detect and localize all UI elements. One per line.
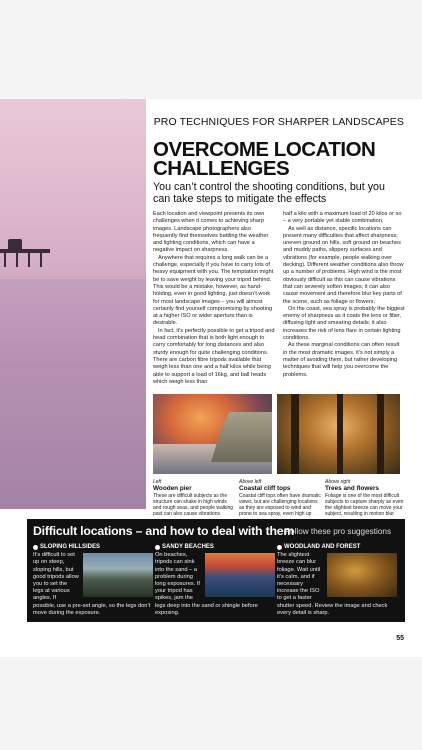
tip-sandy-beaches — [155, 544, 275, 617]
paragraph: As well as distance, specific locations can present many difficulties that affect sharpness; uneven ground on hills, soft ground on beaches and muddy paths, slippery surfaces and vibrations (for example, people walking over decking). Different weather conditions also throw up a number of problems. High wind is the most obviously difficult as this can cause vibrations that can severely soften images; it can also cause movement and therefore blur key parts of the scene, such as foliage or flowers. — [283, 225, 404, 305]
caption-title: Wooden pier — [153, 485, 192, 492]
box-title: Difficult locations – and how to deal with them — [33, 524, 295, 538]
tips-box — [27, 519, 405, 622]
caption-text: These are difficult subjects as the structure can shake in high winds and rough seas, and people walking past can also cause vibrations — [153, 492, 234, 517]
paragraph: As these marginal conditions can often result in the most dramatic images, it’s not simply a matter of avoiding them, but rather developing techniques that will help you overcome the problems. — [283, 342, 400, 378]
tree-trunk — [337, 394, 343, 474]
tip-heading: WOODLAND AND FOREST — [284, 544, 361, 550]
tip-heading: SANDY BEACHES — [162, 544, 214, 550]
body-column-1 — [153, 211, 275, 386]
beach-thumbnail — [205, 553, 275, 597]
caption-location: Left — [153, 479, 162, 485]
pier-pile — [40, 253, 42, 267]
pier — [0, 249, 50, 253]
headline: OVERCOME LOCATION CHALLENGES — [153, 138, 376, 180]
caption-wooden-pier — [153, 479, 235, 517]
magazine-page — [0, 99, 422, 657]
section-kicker: PRO TECHNIQUES FOR SHARPER LANDSCAPES — [153, 116, 404, 128]
bullet-icon — [277, 545, 282, 550]
bullet-icon — [33, 545, 38, 550]
standfirst: You can’t control the shooting conditions, but you can take steps to mitigate the effects — [153, 181, 385, 205]
hillside-thumbnail — [83, 553, 153, 597]
body-column-2 — [283, 211, 405, 386]
cliff — [211, 412, 272, 462]
caption-coastal-cliff — [239, 479, 321, 517]
tip-text: It’s difficult to set up on steep, sloping hills, but good tripods allow you to set the legs at various angles. If possible, use a pre-set angle, so the legs don’t move during the exposure. — [33, 552, 151, 616]
box-subtitle: Follow these pro suggestions — [285, 527, 392, 536]
paragraph: In fact, it’s perfectly possible to get a tripod and head combination that is both light enough to carry comfortably for long distances and also sturdy enough for quite challenging conditions. There are carbon fibre tripods available that weigh less than one and a half kilos while being able to support a load of 16kg, and ball heads which weigh less than — [153, 327, 275, 385]
tip-heading: SLOPING HILLSIDES — [40, 544, 101, 550]
bullet-icon — [155, 545, 160, 550]
paragraph: On the coast, sea spray is probably the biggest enemy of sharpness as it coats the lens or filter, diffusing light and smearing details; it also increases the risk of lens flare in certain lighting conditions. — [283, 305, 405, 342]
caption-text: Coastal cliff tops often have dramatic views, but are challenging locations as they are exposed to wind and prone to sea spray, even high up — [239, 492, 321, 517]
sea — [0, 279, 146, 509]
tree-trunk — [377, 394, 384, 474]
paragraph: Each location and viewpoint presents its own challenges when it comes to achieving sharp images. Landscape photographers also frequently find themselves battling the weather and lighting conditions, which can have a negative impact on sharpness. — [153, 211, 269, 254]
tip-text: On beaches, tripods can sink into the sand – a problem during long exposures. If your tripod has spikes, jam the legs deep into the sand or shingle before exposing. — [155, 552, 258, 616]
caption-location: Above right — [325, 479, 351, 485]
body-text — [153, 211, 406, 386]
caption-trees — [325, 479, 407, 517]
tree-trunk — [291, 394, 299, 474]
pier-pile — [28, 253, 30, 267]
pier-sunset-photo — [0, 99, 146, 509]
tip-woodland-forest — [277, 544, 397, 617]
tip-text: The slightest breeze can blur foliage. Wait until it’s calm, and if necessary increase the ISO to get a faster shutter speed. Review the image and check every detail is sharp. — [277, 552, 388, 616]
autumn-trees-photo — [277, 394, 400, 474]
pier-pile — [4, 253, 6, 267]
tip-sloping-hillsides — [33, 544, 153, 617]
caption-location: Above left — [239, 479, 262, 485]
page-number: 55 — [396, 635, 404, 642]
coastal-cliff-photo — [153, 394, 272, 474]
woodland-thumbnail — [327, 553, 397, 597]
caption-text: Foliage is one of the most difficult subjects to capture sharply as even the slightest breeze can move your subject, resulting in motion blur — [325, 492, 404, 517]
caption-title: Trees and flowers — [325, 485, 379, 492]
paragraph: Anywhere that requires a long walk can be a challenge, especially if you have to carry lots of heavy equipment with you. The temptation might be to save weight by leaving your tripod behind. This would be a mistake, however, as hand-holding, even in good lighting, just doesn’t work for most landscape images – you will almost certainly find yourself compromising by shooting at a higher ISO or wider aperture than is desirable. — [153, 254, 274, 327]
pier-pile — [16, 253, 18, 267]
caption-title: Coastal cliff tops — [239, 485, 291, 492]
paragraph: half a kilo with a maximum load of 20 kilos or so – a very portable yet stable combination. — [283, 211, 402, 225]
